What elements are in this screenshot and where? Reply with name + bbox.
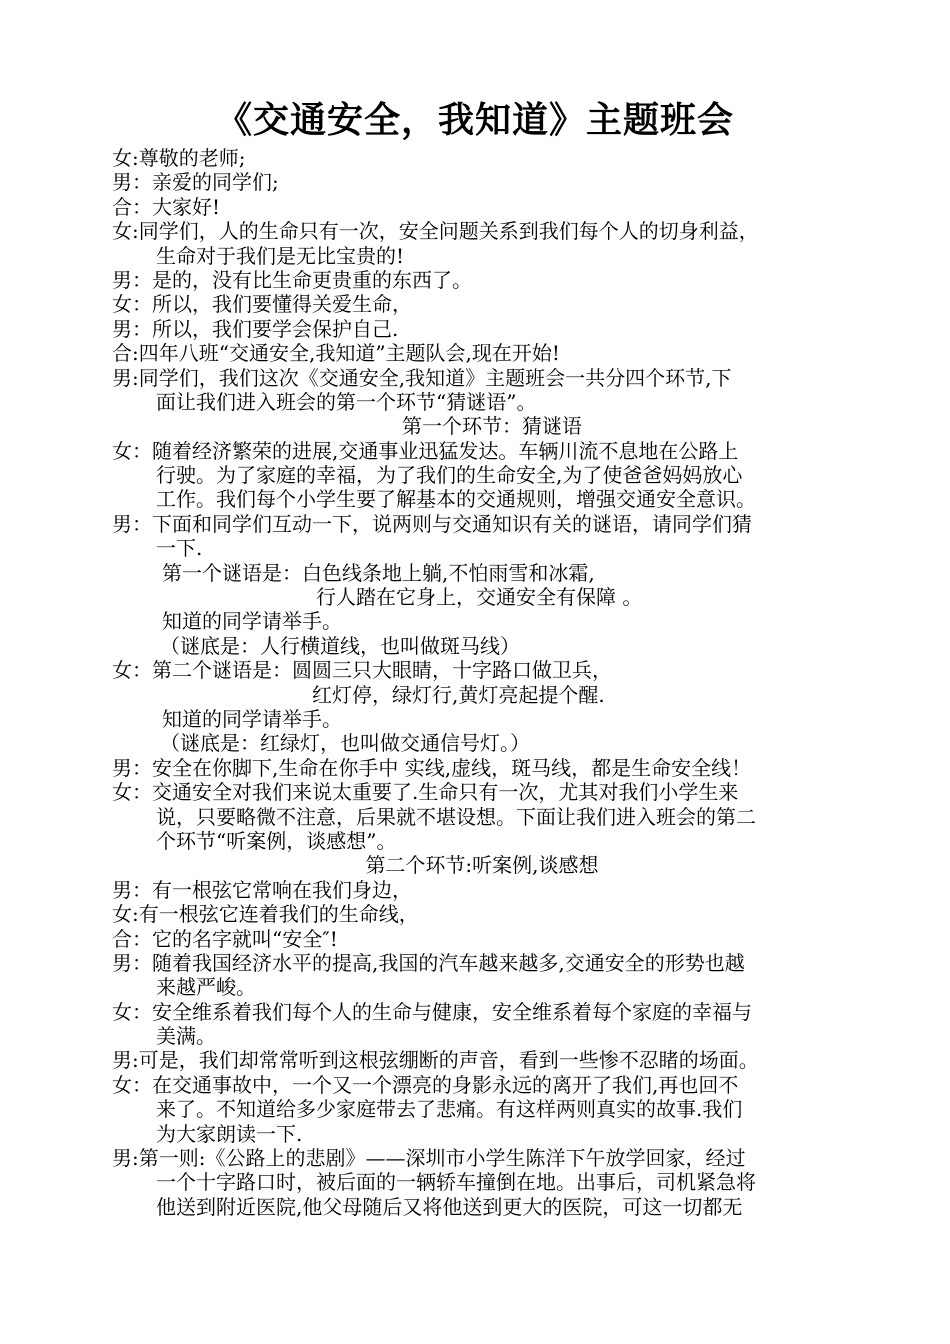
dialogue-line: 合：它的名字就叫“安全″! — [112, 926, 338, 951]
dialogue-line: 男:同学们，我们这次《交通安全,我知道》主题班会一共分四个环节,下 — [112, 365, 732, 390]
dialogue-continuation: 来越严峻。 — [156, 975, 256, 1000]
dialogue-continuation: 个环节“听案例，谈感想”。 — [156, 828, 397, 853]
dialogue-continuation: 一下. — [156, 536, 203, 561]
riddle-answer: （谜底是：红绿灯，也叫做交通信号灯。） — [160, 731, 530, 756]
section-heading-1: 第一个环节：猜谜语 — [402, 414, 582, 439]
dialogue-continuation: 为大家朗读一下. — [156, 1121, 303, 1146]
riddle-prompt: 知道的同学请举手。 — [162, 609, 342, 634]
riddle-line: 行人踏在它身上，交通安全有保障 。 — [316, 585, 643, 610]
dialogue-line: 男：下面和同学们互动一下，说两则与交通知识有关的谜语，请同学们猜 — [112, 511, 752, 536]
dialogue-line: 女:同学们，人的生命只有一次，安全问题关系到我们每个人的切身利益， — [112, 219, 759, 244]
dialogue-line: 女：交通安全对我们来说太重要了.生命只有一次，尤其对我们小学生来 — [112, 780, 739, 805]
dialogue-line: 女：所以，我们要懂得关爱生命， — [112, 292, 412, 317]
dialogue-line: 合:四年八班“交通安全,我知道”主题队会,现在开始! — [112, 341, 560, 366]
dialogue-line: 合：大家好! — [112, 194, 221, 219]
document-body — [112, 146, 852, 1219]
dialogue-line: 女:尊敬的老师; — [112, 146, 246, 170]
dialogue-continuation: 工作。我们每个小学生要了解基本的交通规则，增强交通安全意识。 — [156, 487, 756, 512]
dialogue-line: 男：所以，我们要学会保护自己. — [112, 316, 399, 341]
dialogue-line: 男:第一则:《公路上的悲剧》——深圳市小学生陈洋下午放学回家，经过 — [112, 1146, 746, 1171]
dialogue-line: 男：安全在你脚下,生命在你手中 实线,虚线，斑马线，都是生命安全线！ — [112, 755, 752, 780]
dialogue-continuation: 他送到附近医院,他父母随后又将他送到更大的医院，可这一切都无 — [156, 1194, 743, 1219]
dialogue-continuation: 生命对于我们是无比宝贵的! — [156, 243, 405, 268]
section-heading-2: 第二个环节:听案例,谈感想 — [365, 853, 599, 878]
dialogue-continuation: 来了。不知道给多少家庭带去了悲痛。有这样两则真实的故事.我们 — [156, 1097, 743, 1122]
riddle-prompt: 知道的同学请举手。 — [162, 706, 342, 731]
dialogue-line: 女：安全维系着我们每个人的生命与健康，安全维系着每个家庭的幸福与 — [112, 999, 752, 1024]
dialogue-continuation: 一个十字路口时，被后面的一辆轿车撞倒在地。出事后，司机紧急将 — [156, 1170, 756, 1195]
dialogue-continuation: 美满。 — [156, 1024, 216, 1049]
dialogue-line: 女：随着经济繁荣的进展,交通事业迅猛发达。车辆川流不息地在公路上 — [112, 438, 739, 463]
dialogue-line: 男:可是，我们却常常听到这根弦绷断的声音，看到一些惨不忍睹的场面。 — [112, 1048, 759, 1073]
riddle-answer: （谜底是：人行横道线，也叫做斑马线） — [160, 633, 520, 658]
dialogue-line: 男：随着我国经济水平的提高,我国的汽车越来越多,交通安全的形势也越 — [112, 950, 745, 975]
riddle-line: 红灯停，绿灯行,黄灯亮起提个醒. — [312, 682, 605, 707]
dialogue-continuation: 行驶。为了家庭的幸福，为了我们的生命安全,为了使爸爸妈妈放心 — [156, 463, 743, 488]
dialogue-line: 女:有一根弦它连着我们的生命线， — [112, 902, 419, 927]
dialogue-line: 女：第二个谜语是：圆圆三只大眼睛，十字路口做卫兵， — [112, 658, 612, 683]
dialogue-line: 男：亲爱的同学们; — [112, 170, 279, 195]
riddle-line: 第一个谜语是：白色线条地上躺,不怕雨雪和冰霜, — [162, 560, 595, 585]
dialogue-continuation: 说，只要略微不注意，后果就不堪设想。下面让我们进入班会的第二 — [156, 804, 756, 829]
document-title: 《交通安全，我知道》主题班会 — [215, 99, 734, 141]
dialogue-line: 男：是的，没有比生命更贵重的东西了。 — [112, 267, 472, 292]
dialogue-continuation: 面让我们进入班会的第一个环节“猜谜语”。 — [156, 389, 537, 414]
dialogue-line: 女：在交通事故中，一个又一个漂亮的身影永远的离开了我们,再也回不 — [112, 1072, 739, 1097]
dialogue-line: 男：有一根弦它常响在我们身边， — [112, 877, 412, 902]
